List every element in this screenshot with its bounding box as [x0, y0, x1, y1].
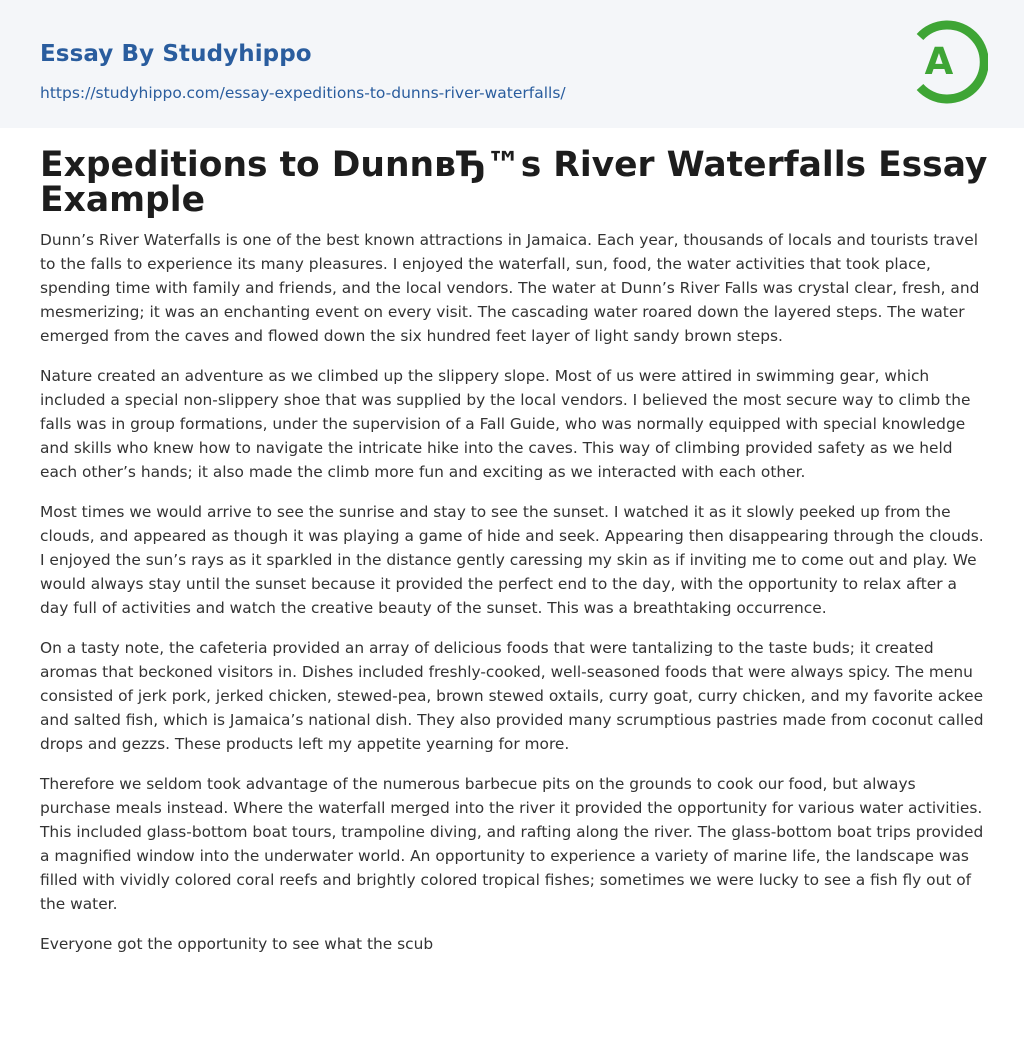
- essay-paragraph: Everyone got the opportunity to see what the scub: [40, 935, 434, 953]
- essay-paragraph: Therefore we seldom took advantage of the numerous barbecue pits on the grounds to cook our food, but always purchase meals instead. Where the waterfall merged into the river it provided the opportunity for various water activities. This included glass-bottom boat tours, trampoline diving, and rafting along the river. The glass-bottom boat trips provided a magnified window into the underwater world. An opportunity to experience a variety of marine life, the landscape was filled with vividly colored coral reefs and brightly colored tropical fishes; sometimes we were lucky to see a fish fly out of the water.: [40, 775, 984, 913]
- essay-paragraph: Most times we would arrive to see the sunrise and stay to see the sunset. I watched it as it slowly peeked up from the clouds, and appeared as though it was playing a game of hide and seek. Appearing then disappearing through the clouds. I enjoyed the sun’s rays as it sparkled in the distance gently caressing my skin as if inviting me to come out and play. We would always stay until the sunset because it provided the perfect end to the day, with the opportunity to relax after a day full of activities and watch the creative beauty of the sunset. This was a breathtaking occurrence.: [40, 503, 984, 617]
- site-brand[interactable]: Essay By Studyhippo: [40, 41, 312, 67]
- essay-paragraph: Nature created an adventure as we climbed up the slippery slope. Most of us were attired in swimming gear, which included a special non-slippery shoe that was supplied by the local vendors. I believed the most secure way to climb the falls was in group formations, under the supervision of a Fall Guide, who was normally equipped with special knowledge and skills who knew how to navigate the intricate hike into the caves. This way of climbing provided safety as we held each other’s hands; it also made the climb more fun and exciting as we interacted with each other.: [40, 367, 971, 481]
- essay-body: [40, 228, 990, 972]
- logo-letter: A: [924, 40, 954, 83]
- essay-title: Expeditions to DunnвЂ™s River Waterfalls Essay Example: [40, 145, 988, 220]
- page-url-link[interactable]: https://studyhippo.com/essay-expeditions-to-dunns-river-waterfalls/: [40, 84, 566, 102]
- studyhippo-logo[interactable]: [906, 18, 988, 106]
- essay-paragraph: Dunn’s River Waterfalls is one of the best known attractions in Jamaica. Each year, thousands of locals and tourists travel to the falls to experience its many pleasures. I enjoyed the waterfall, sun, food, the water activities that took place, spending time with family and friends, and the local vendors. The water at Dunn’s River Falls was crystal clear, fresh, and mesmerizing; it was an enchanting event on every visit. The cascading water roared down the layered steps. The water emerged from the caves and flowed down the six hundred feet layer of light sandy brown steps.: [40, 231, 980, 345]
- essay-paragraph: On a tasty note, the cafeteria provided an array of delicious foods that were tantalizing to the taste buds; it created aromas that beckoned visitors in. Dishes included freshly-cooked, well-seasoned foods that were always spicy. The menu consisted of jerk pork, jerked chicken, stewed-pea, brown stewed oxtails, curry goat, curry chicken, and my favorite ackee and salted fish, which is Jamaica’s national dish. They also provided many scrumptious pastries made from coconut called drops and gezzs. These products left my appetite yearning for more.: [40, 639, 984, 753]
- site-header: [0, 0, 1024, 128]
